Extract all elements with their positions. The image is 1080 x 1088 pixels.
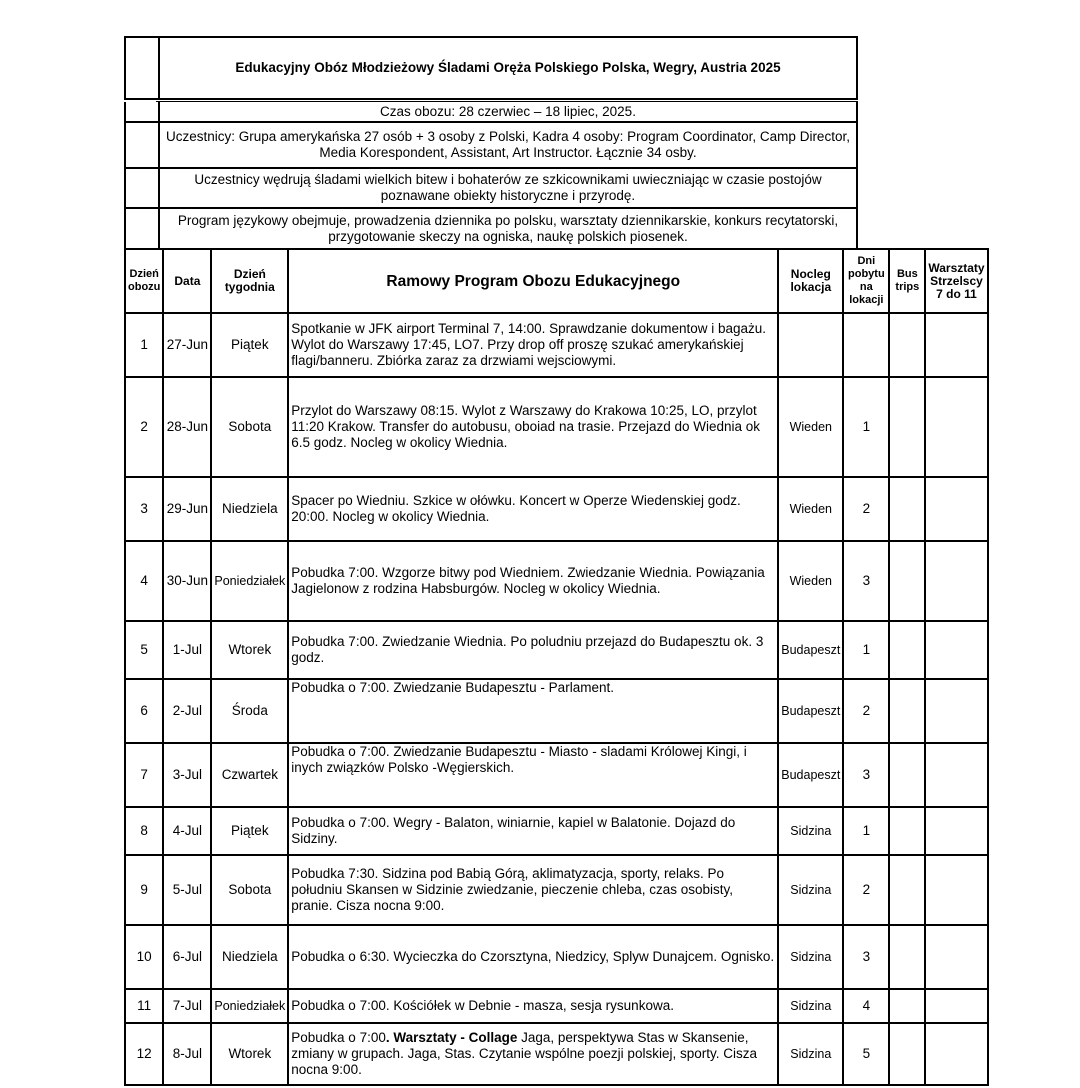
- language-program-text: Program językowy obejmuje, prowadzenia dziennika po polsku, warsztaty dziennikarskie, konkurs recytatorski, przygotowanie skeczy na ogniska, naukę polskich piosenek.: [177, 212, 839, 244]
- program-table: [124, 248, 989, 1086]
- table-row: 3 29-Jun Niedziela Spacer po Wiedniu. Szkice w ołówku. Koncert w Operze Wiedenskiej godz. 20:00. Nocleg w okolicy Wiednia. Wieden 2: [125, 477, 988, 541]
- table-row: 5 1-Jul Wtorek Pobudka 7:00. Zwiedzanie Wiednia. Po poludniu przejazd do Budapesztu ok. 3 godz. Budapeszt 1: [125, 621, 988, 679]
- col-header-lodging: Nocleg lokacja: [778, 249, 843, 313]
- col-header-day: Dzień obozu: [125, 249, 163, 313]
- table-row: 1 27-Jun Piątek Spotkanie w JFK airport Terminal 7, 14:00. Sprawdzanie dokumentow i bagażu. Wylot do Warszawy 17:45, LO7. Przy drop off proszę szukać amerykańskiej flagi/banneru. Zbiórka zaraz za drzwiami wejsciowymi.: [125, 313, 988, 377]
- header-dates-row: [124, 102, 858, 122]
- header-route-row: [124, 169, 858, 207]
- participants-text: Uczestnicy: Grupa amerykańska 27 osób + 3 osoby z Polski, Kadra 4 osoby: Program Coordinator, Camp Director, Media Korespondent, Assistant, Art Instructor. Łącznie 34 osby.: [166, 129, 850, 160]
- header-gutter: [126, 38, 160, 98]
- col-header-days-at: Dni pobytu na lokacji: [843, 249, 889, 313]
- table-row: 8 4-Jul Piątek Pobudka o 7:00. Wegry - Balaton, winiarnie, kapiel w Balatonie. Dojazd do Sidziny. Sidzina 1: [125, 807, 988, 855]
- header-participants-row: [124, 123, 858, 167]
- col-header-date: Data: [163, 249, 211, 313]
- document-title: Edukacyjny Obóz Młodzieżowy Śladami Oręża Polskiego Polska, Wegry, Austria 2025: [235, 60, 781, 75]
- table-row: 4 30-Jun Poniedziałek Pobudka 7:00. Wzgorze bitwy pod Wiedniem. Zwiedzanie Wiednia. Powiązania Jagielonow z rodzina Habsburgów. Nocleg w okolicy Wiednia. Wieden 3: [125, 541, 988, 621]
- table-row: 2 28-Jun Sobota Przylot do Warszawy 08:15. Wylot z Warszawy do Krakowa 10:25, LO, przylot 11:20 Krakow. Transfer do autobusu, oboiad na trasie. Przejazd do Wiednia ok 6.5 godz. Nocleg w okolicy Wiednia. Wieden 1: [125, 377, 988, 477]
- table-header-row: [125, 249, 988, 313]
- col-header-bus: Bus trips: [889, 249, 925, 313]
- header-title-row: [124, 38, 858, 98]
- route-text: Uczestnicy wędrują śladami wielkich bitew i bohaterów ze szkicownikami uwieczniając w czasie postojów poznawane obiekty historyczne i przyrodę.: [194, 172, 822, 203]
- table-row: 11 7-Jul Poniedziałek Pobudka o 7:00. Kościółek w Debnie - masza, sesja rysunkowa. Sidzina 4: [125, 989, 988, 1023]
- col-header-weekday: Dzień tygodnia: [211, 249, 288, 313]
- col-header-program: Ramowy Program Obozu Edukacyjnego: [288, 249, 778, 313]
- table-row: 12 8-Jul Wtorek Pobudka o 7:00. Warsztaty - Collage Jaga, perspektywa Stas w Skansenie, zmiany w grupach. Jaga, Stas. Czytanie wspólne poezji polskiej, sporty. Cisza nocna 9:00. Sidzina 5: [125, 1023, 988, 1085]
- table-row: 9 5-Jul Sobota Pobudka 7:30. Sidzina pod Babią Górą, aklimatyzacja, sporty, relaks. Po południu Skansen w Sidzinie zwiedzanie, pieczenie chleba, czas osobisty, pranie. Cisza nocna 9:00. Sidzina 2: [125, 855, 988, 925]
- camp-dates: Czas obozu: 28 czerwiec – 18 lipiec, 2025.: [380, 104, 636, 119]
- table-row: 10 6-Jul Niedziela Pobudka o 6:30. Wycieczka do Czorsztyna, Niedzicy, Splyw Dunajcem. Ognisko. Sidzina 3: [125, 925, 988, 989]
- header-language-row: [124, 209, 858, 248]
- table-row: 7 3-Jul Czwartek Pobudka o 7:00. Zwiedzanie Budapesztu - Miasto - sladami Królowej Kingi, i inych związków Polsko -Węgierskich. Budapeszt 3: [125, 743, 988, 807]
- table-row: 6 2-Jul Środa Pobudka o 7:00. Zwiedzanie Budapesztu - Parlament. Budapeszt 2: [125, 679, 988, 743]
- col-header-workshop: Warsztaty Strzelscy 7 do 11: [925, 249, 987, 313]
